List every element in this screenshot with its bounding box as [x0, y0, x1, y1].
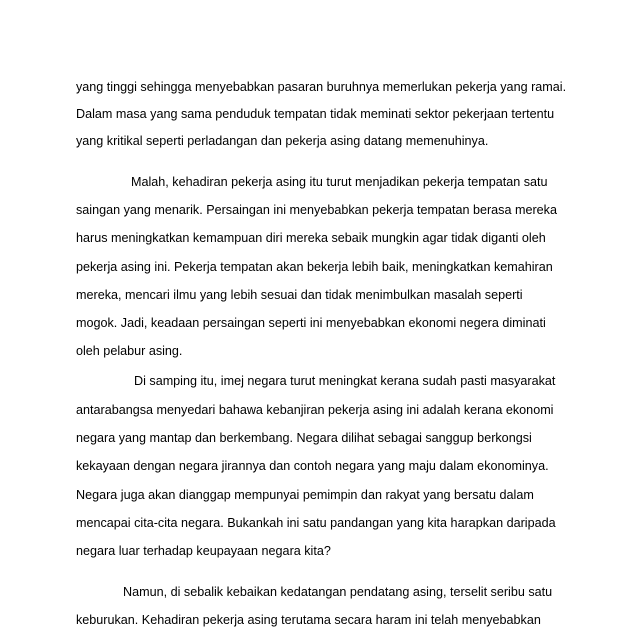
text-line: mereka, mencari ilmu yang lebih sesuai dan tidak menimbulkan masalah seperti	[76, 288, 523, 302]
text-line: Namun, di sebalik kebaikan kedatangan pendatang asing, terselit seribu satu	[123, 585, 553, 599]
text-line: mogok. Jadi, keadaan persaingan seperti ini menyebabkan ekonomi negera diminati	[76, 316, 546, 330]
text-line: keburukan. Kehadiran pekerja asing terutama secara haram ini telah menyebabkan	[76, 613, 541, 627]
text-line: Di samping itu, imej negara turut meningkat kerana sudah pasti masyarakat	[134, 374, 556, 388]
text-line: yang tinggi sehingga menyebabkan pasaran buruhnya memerlukan pekerja yang ramai.	[76, 80, 567, 94]
text-line: kekayaan dengan negara jirannya dan contoh negara yang maju dalam ekonominya.	[76, 459, 549, 473]
text-line: mencapai cita-cita negara. Bukankah ini satu pandangan yang kita harapkan daripada	[76, 516, 556, 530]
text-line: negara luar terhadap keupayaan negara kita?	[76, 544, 331, 558]
text-line: yang kritikal seperti perladangan dan pekerja asing datang memenuhinya.	[76, 134, 489, 148]
text-line: oleh pelabur asing.	[76, 344, 183, 358]
text-line: harus meningkatkan kemampuan diri mereka sebaik mungkin agar tidak diganti oleh	[76, 231, 546, 245]
text-line: negara yang mantap dan berkembang. Negara dilihat sebagai sanggup berkongsi	[76, 431, 532, 445]
text-line: saingan yang menarik. Persaingan ini menyebabkan pekerja tempatan berasa mereka	[76, 203, 557, 217]
text-line: Negara juga akan dianggap mempunyai pemimpin dan rakyat yang bersatu dalam	[76, 488, 534, 502]
text-line: antarabangsa menyedari bahawa kebanjiran pekerja asing ini adalah kerana ekonomi	[76, 403, 554, 417]
text-line: pekerja asing ini. Pekerja tempatan akan bekerja lebih baik, meningkatkan kemahiran	[76, 260, 553, 274]
text-line: Dalam masa yang sama penduduk tempatan tidak meminati sektor pekerjaan tertentu	[76, 107, 555, 121]
text-line: Malah, kehadiran pekerja asing itu turut menjadikan pekerja tempatan satu	[131, 175, 548, 189]
